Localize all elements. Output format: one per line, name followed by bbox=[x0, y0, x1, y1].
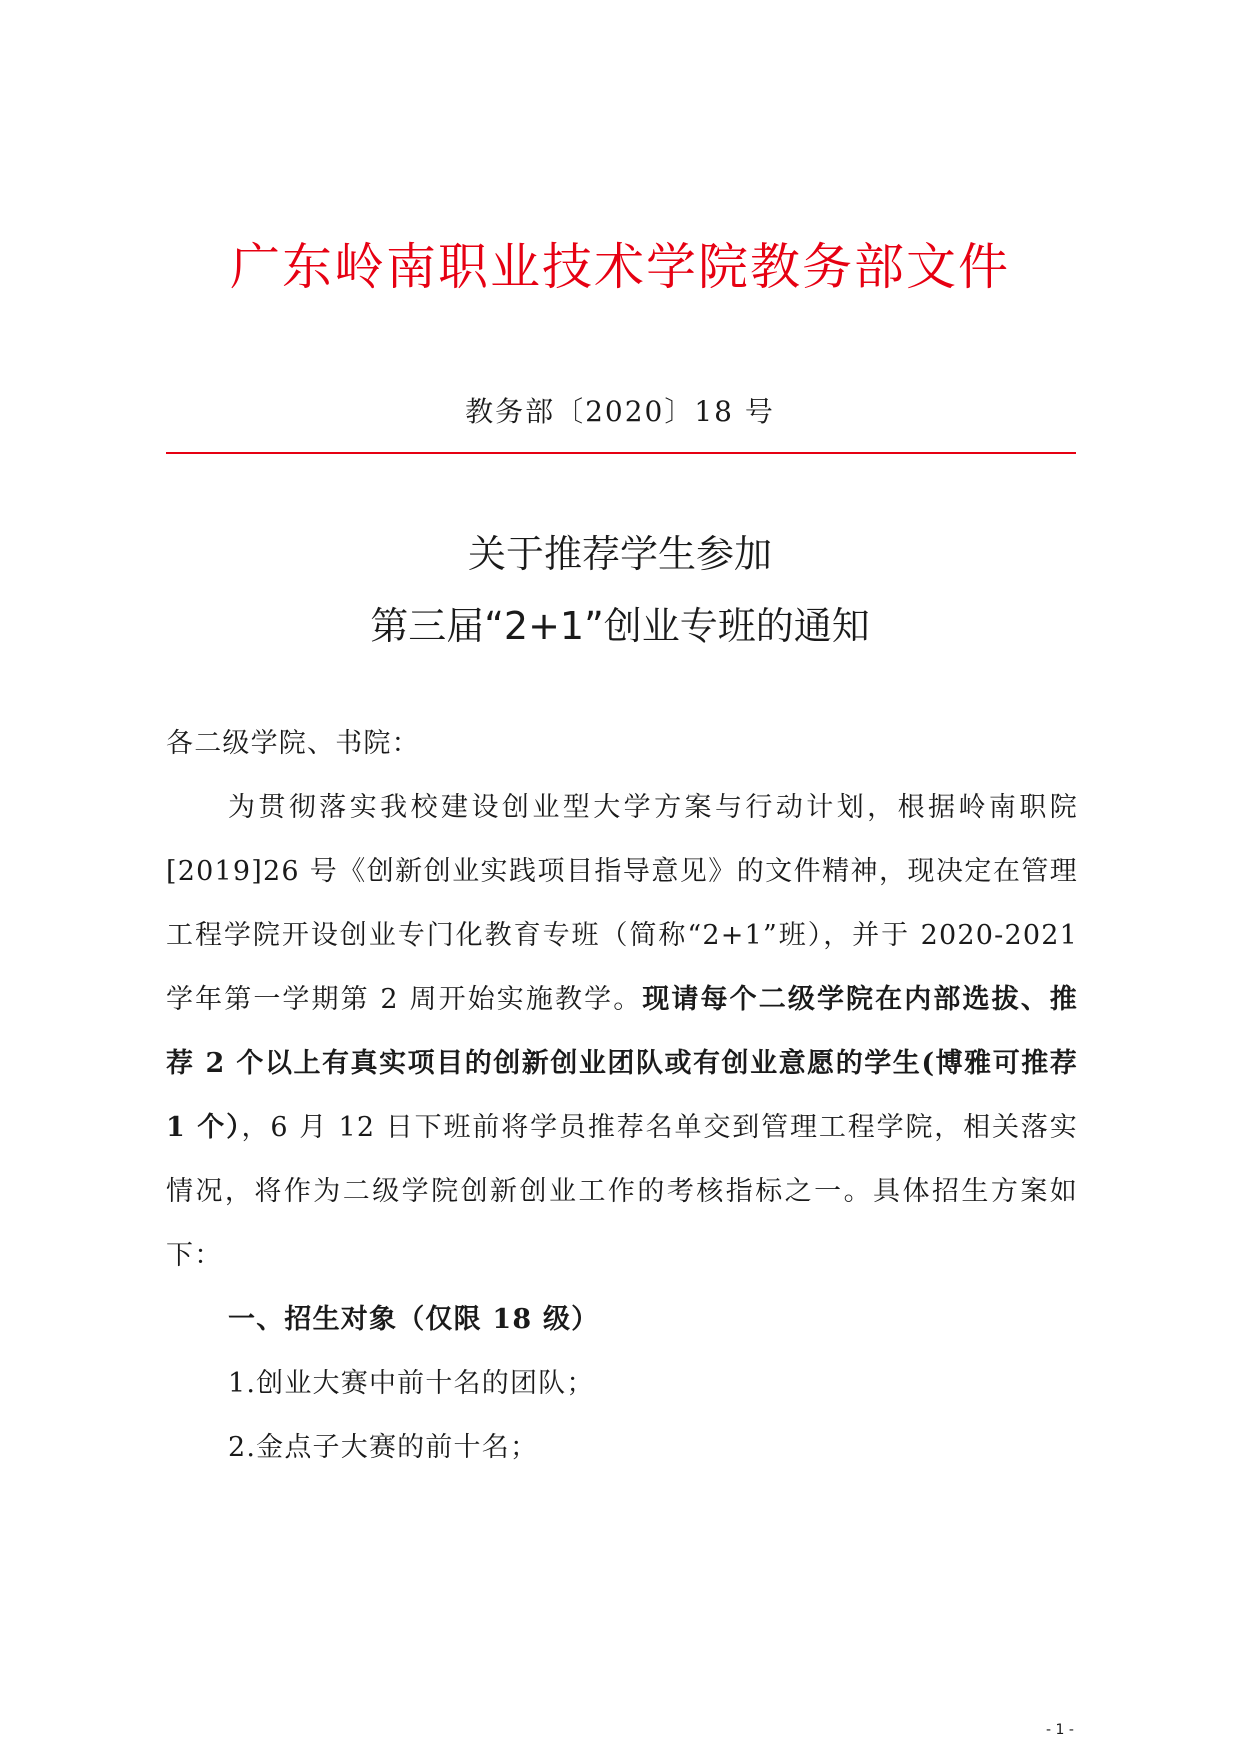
document-body bbox=[166, 712, 1078, 1480]
document-number: 教务部〔2020〕18 号 bbox=[465, 395, 775, 428]
paragraph-main bbox=[166, 776, 1078, 1288]
paragraph-main-normal: 为贯彻落实我校建设创业型大学方案与行动计划，根据岭南职院[2019]26 号《创新创业实践项目指导意见》的文件精神，现决定在管理工程学院开设创业专门化教育专班（简称“2+1”班），并于 2020-2021 学年第一学期第 2 周开始实施教学。 bbox=[166, 792, 1078, 1015]
notice-title bbox=[0, 518, 1240, 662]
paragraph-main-tail: ，6 月 12 日下班前将学员推荐名单交到管理工程学院，相关落实情况，将作为二级学院创新创业工作的考核指标之一。具体招生方案如下： bbox=[166, 1112, 1078, 1271]
red-divider-line bbox=[166, 452, 1076, 454]
paragraph-main-emphasis: 现请每个二级学院在内部选拔、推荐 2 个以上有真实项目的创新创业团队或有创业意愿的学生(博雅可推荐 1 个） bbox=[166, 984, 1078, 1143]
notice-title-line-1: 关于推荐学生参加 bbox=[467, 532, 772, 576]
issuer-header-title: 广东岭南职业技术学院教务部文件 bbox=[230, 238, 1010, 296]
list-item: 2.金点子大赛的前十名； bbox=[228, 1432, 539, 1463]
notice-title-line-2: 第三届“2+1”创业专班的通知 bbox=[370, 604, 870, 648]
salutation: 各二级学院、书院： bbox=[166, 728, 420, 759]
page-number: - 1 - bbox=[1046, 1722, 1074, 1738]
list-item: 1.创业大赛中前十名的团队； bbox=[228, 1368, 595, 1399]
section-heading-enrollment: 一、招生对象（仅限 18 级） bbox=[228, 1304, 600, 1335]
